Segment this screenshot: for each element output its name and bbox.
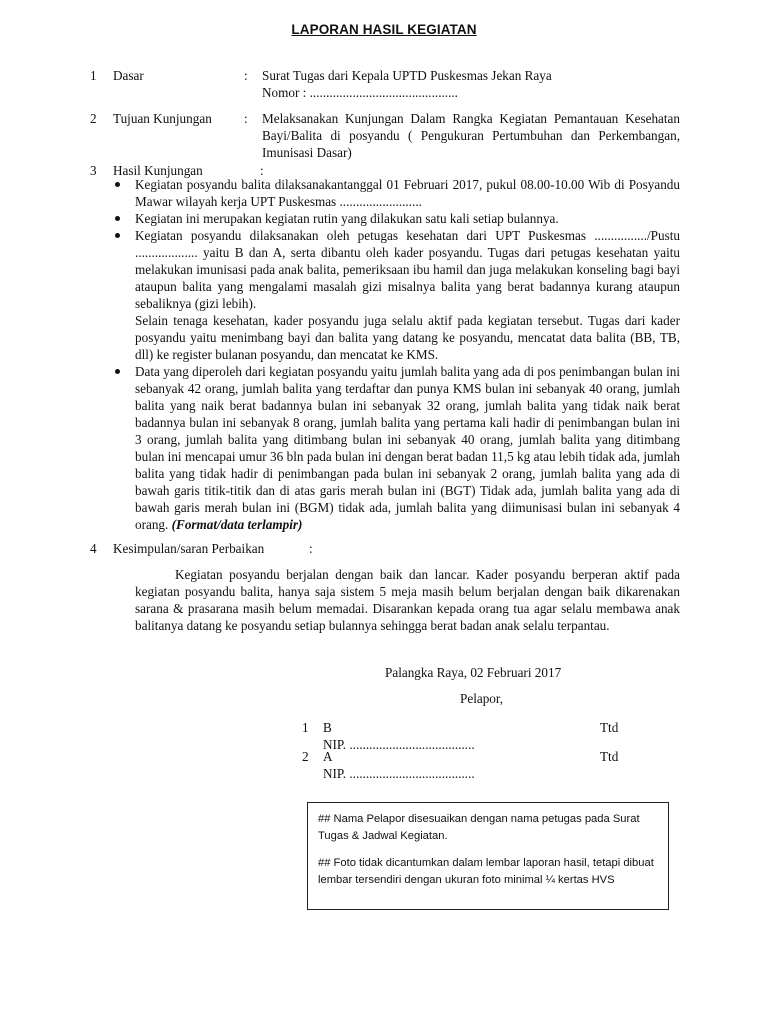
section-label: Dasar [113, 68, 144, 83]
section-value [262, 67, 680, 101]
section-colon: : [260, 163, 264, 178]
list-item [113, 210, 680, 227]
section-number: 2 [90, 111, 97, 126]
reporter-label: Pelapor, [460, 691, 504, 706]
note-box [307, 802, 669, 910]
section-label: Hasil Kunjungan [113, 163, 203, 178]
section-colon: : [309, 541, 313, 556]
bullet-icon [115, 369, 120, 374]
page-title: LAPORAN HASIL KEGIATAN [291, 22, 477, 37]
signer-name: B [323, 720, 332, 735]
section-colon: : [244, 111, 248, 126]
bullet-icon [115, 182, 120, 187]
tujuan-text: Melaksanakan Kunjungan Dalam Rangka Kegiatan Pemantauan Kesehatan Bayi/Balita di posyandu ( Pengukuran Pertumbuhan dan Perkembangan, Imunisasi Dasar) [262, 111, 680, 160]
bullet-text: Kegiatan posyandu balita dilaksanakantanggal 01 Februari 2017, pukul 08.00-10.00 Wib di Posyandu Mawar wilayah kerja UPT Puskesmas ......................... [135, 177, 680, 209]
kesimpulan-text: Kegiatan posyandu berjalan dengan baik dan lancar. Kader posyandu berperan aktif pada kegiatan posyandu balita, hanya saja sistem 5 meja masih belum berjalan dengan baik dikarenakan sarana & prasarana masih belum memadai. Disarankan kepada orang tua agar selalu membawa anak balitanya datang ke posyandu setiap bulannya sehingga berat badan anak selalu terpantau. [135, 567, 680, 633]
section-number: 3 [90, 163, 97, 178]
signer-name: A [323, 749, 333, 764]
list-item [113, 227, 680, 363]
section-label: Kesimpulan/saran Perbaikan [113, 541, 265, 556]
signer-number: 2 [302, 749, 309, 764]
signer-ttd: Ttd [600, 749, 619, 764]
section-number: 1 [90, 68, 97, 83]
bullet-text-continued: Selain tenaga kesehatan, kader posyandu juga selalu aktif pada kegiatan tersebut. Tugas dari kader posyandu yaitu menimbang bayi dan balita yang datang ke posyandu, mencatat data balita (BB, TB, dll) ke register bulanan posyandu, dan mencatat ke KMS. [135, 313, 680, 362]
bullet-icon [115, 216, 120, 221]
note-reporter-name: ## Nama Pelapor disesuaikan dengan nama petugas pada Surat Tugas & Jadwal Kegiatan. [318, 813, 640, 842]
signer-ttd: Ttd [600, 720, 619, 735]
signer-nip: NIP. ...................................... [323, 737, 475, 752]
list-item [113, 363, 680, 533]
note-photo: ## Foto tidak dicantumkan dalam lembar laporan hasil, tetapi dibuat lembar tersendiri dengan ukuran foto minimal ¼ kertas HVS [318, 857, 654, 886]
dasar-line-2: Nomor : ............................................. [262, 85, 458, 100]
bullet-text: Kegiatan ini merupakan kegiatan rutin yang dilakukan satu kali setiap bulannya. [135, 211, 559, 226]
bullet-text: Kegiatan posyandu dilaksanakan oleh petugas kesehatan dari UPT Puskesmas ................/Pustu ................... yaitu B dan A, serta dibantu oleh kader posyandu. Tugas dari petugas kesehatan yaitu melakukan imunisasi pada anak balita, pemeriksaan ibu hamil dan juga melakukan konseling bagi bayi ataupun balita yang mengalami masalah gizi misalnya balita yang berat badannya kurang ataupun sebaliknya (gizi lebih). [135, 228, 680, 311]
section-label: Tujuan Kunjungan [113, 111, 212, 126]
bullet-text [135, 363, 680, 533]
format-note: (Format/data terlampir) [171, 517, 303, 532]
signer-number: 1 [302, 720, 309, 735]
place-date: Palangka Raya, 02 Februari 2017 [385, 665, 562, 680]
signer-nip: NIP. ...................................... [323, 766, 475, 781]
dasar-line-1: Surat Tugas dari Kepala UPTD Puskesmas Jekan Raya [262, 68, 552, 83]
bullet-icon [115, 233, 120, 238]
section-colon: : [244, 68, 248, 83]
list-item [113, 176, 680, 210]
section-number: 4 [90, 541, 97, 556]
data-summary-text: Data yang diperoleh dari kegiatan posyandu yaitu jumlah balita yang ada di pos penimbangan bulan ini sebanyak 42 orang, jumlah balita yang terdaftar dan punya KMS bulan ini sebanyak 40 orang, jumlah balita yang naik berat badannya bulan ini sebanyak 32 orang, jumlah balita yang tidak naik berat badannya bulan ini sebanyak 8 orang, jumlah balita yang pertama kali hadir di penimbangan bulan ini 3 orang, jumlah balita yang ditimbang bulan ini sebanyak 40 orang, jumlah balita yang ditimbang bulan ini mencapai umur 36 bln pada bulan ini dengan berat badan 11,5 kg atau lebih tidak ada, jumlah balita yang tidak hadir di penimbangan pada bulan ini sebanyak 2 orang, jumlah balita yang ada di bawah garis titik-titik dan di atas garis merah bulan ini (BGT) Tidak ada, jumlah balita yang ada di bawah garis merah bulan ini (BGM) tidak ada, jumlah balita yang diimunisasi bulan ini sebanyak 4 orang. [135, 364, 680, 532]
hasil-bullet-list [113, 176, 680, 533]
